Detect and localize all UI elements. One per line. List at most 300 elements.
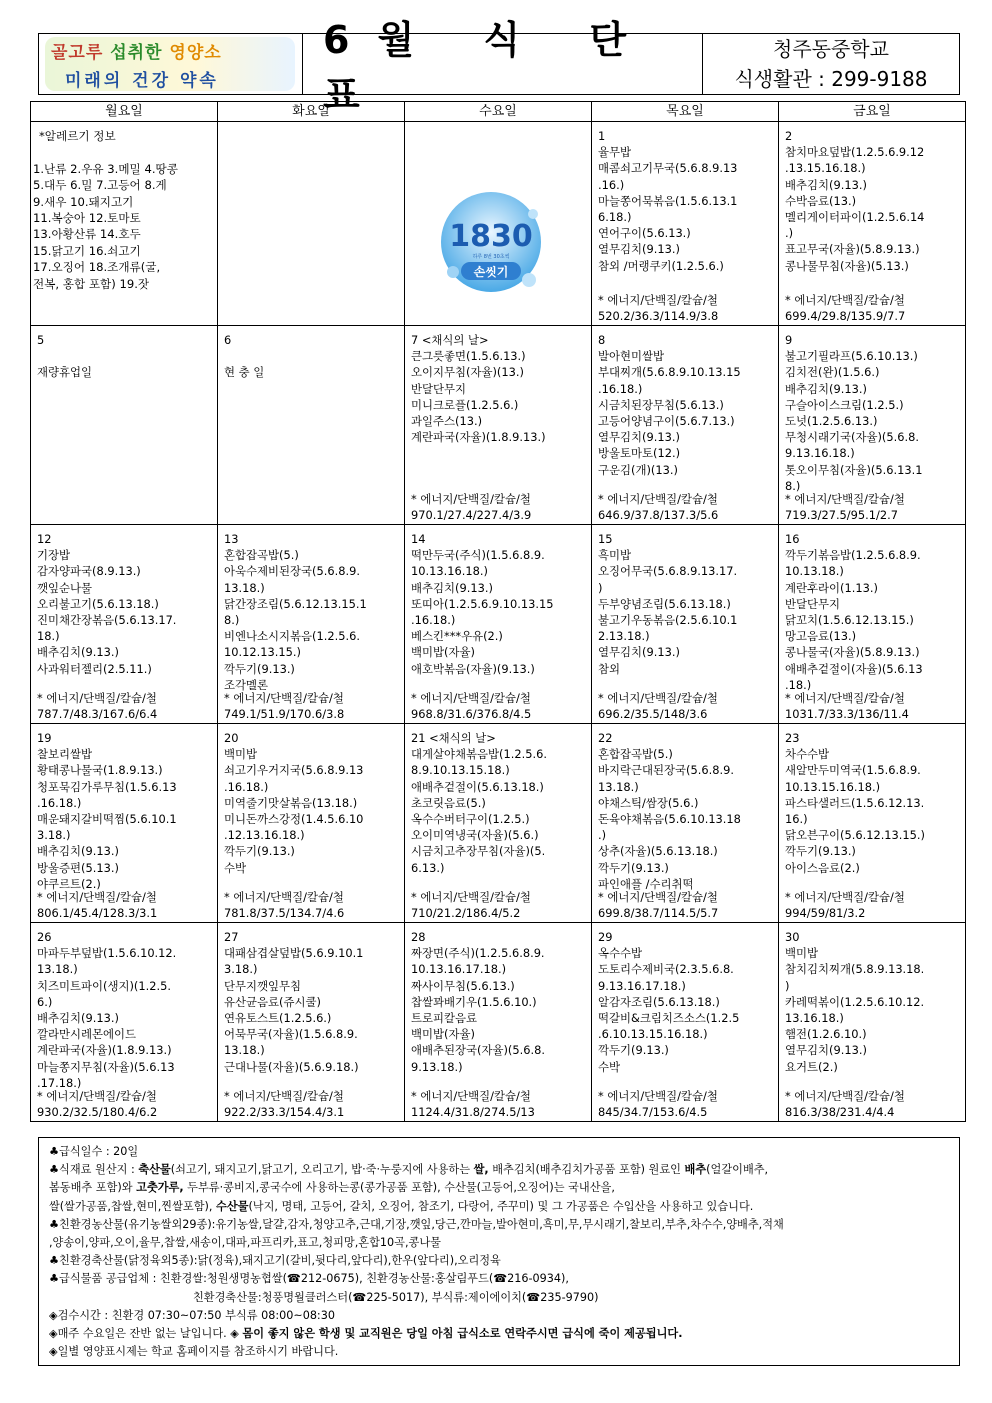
menu-item: 불고기우동볶음(2.5.6.10.1 xyxy=(598,613,738,628)
menu-item: 단무지깻잎무침 xyxy=(224,978,302,993)
menu-item: 16.) xyxy=(785,812,808,827)
menu-table xyxy=(30,101,966,1122)
menu-item: 톳오이무침(자율)(5.6.13.1 xyxy=(785,462,923,477)
day-header: 월요일 xyxy=(31,102,218,122)
menu-item: 시금치된장무침(5.6.13.) xyxy=(598,397,724,412)
menu-item: 10.13.16.18.) xyxy=(411,564,488,579)
menu-item: 열무김치(9.13.) xyxy=(785,1043,867,1058)
menu-item: 13.18.) xyxy=(224,580,265,595)
allergy-line: 17.오징어 18.조개류(굴, xyxy=(33,260,161,275)
menu-item: .12.13.16.18.) xyxy=(224,828,305,843)
day-date: 5 xyxy=(37,333,45,347)
badge-small: 하루 8번 30초씩 xyxy=(472,254,510,260)
day-cell xyxy=(592,923,779,1122)
menu-item: 짜사이무침(5.6.13.) xyxy=(411,978,515,993)
notes-supplier: ♣급식물품 공급업체 : 친환경쌀:청원생명농협쌀(☎212-0675), 친환경농산물:홍살림푸드(☎216-0934), xyxy=(49,1272,569,1286)
week-row xyxy=(31,525,966,724)
menu-item: 참외 /머랭쿠키(1.2.5.6.) xyxy=(598,258,724,273)
nutrition-label: * 에너지/단백질/칼슘/철 xyxy=(785,492,905,506)
notes-eco: ♣친환경농산물(유기농쌀외29종):유기농쌀,달걀,감자,청양고추,근대,기장,깻잎,당근,깐마늘,발아현미,흑미,무,무시래기,찰보리,부추,차수수,양배추,적채 xyxy=(49,1217,784,1231)
page-title: 6월 식 단 표 xyxy=(303,34,703,94)
day-date: 9 xyxy=(785,333,793,347)
menu-item: 매콤쇠고기무국(5.6.8.9.13 xyxy=(598,161,738,176)
menu-item: 파스타샐러드(1.5.6.12.13. xyxy=(785,795,925,810)
menu-item: 떡만두국(주식)(1.5.6.8.9. xyxy=(411,548,545,563)
menu-item: 야채스틱/쌈장(5.6.) xyxy=(598,795,699,810)
menu-item: 9.13.16.17.18.) xyxy=(598,978,686,993)
menu-item: 돈육야채볶음(5.6.10.13.18 xyxy=(598,812,741,827)
nutrition-values: 520.2/36.3/114.9/3.8 xyxy=(598,309,719,323)
menu-item: 차수수밥 xyxy=(785,747,830,762)
menu-item: 깍두기(9.13.) xyxy=(785,844,856,859)
nutrition-info xyxy=(598,889,776,921)
menu-item: 애호박볶음(자율)(9.13.) xyxy=(411,661,535,676)
menu-item: 망고음료(13.) xyxy=(785,629,857,644)
menu-item: 혼합잡곡밥(5.) xyxy=(224,548,299,563)
nutrition-label: * 에너지/단백질/칼슘/철 xyxy=(785,691,905,705)
nutrition-values: 719.3/27.5/95.1/2.7 xyxy=(785,508,898,522)
allergy-line: 11.복숭아 12.토마토 xyxy=(33,211,141,226)
day-date: 21 <채식의 날> xyxy=(411,731,496,745)
menu-item: .16.18.) xyxy=(37,795,82,810)
nutrition-info xyxy=(37,690,215,722)
nutrition-values: 710/21.2/186.4/5.2 xyxy=(411,906,521,920)
menu-item: 18.) xyxy=(37,629,60,644)
nutrition-label: * 에너지/단백질/칼슘/철 xyxy=(411,492,531,506)
contact-number: 식생활관 : 299-9188 xyxy=(734,67,928,91)
nutrition-label: * 에너지/단백질/칼슘/철 xyxy=(411,1089,531,1103)
day-cell xyxy=(31,326,218,525)
nutrition-label: * 에너지/단백질/칼슘/철 xyxy=(37,1089,157,1103)
menu-item: 흑미밥 xyxy=(598,548,632,563)
menu-item: 배추김치(9.13.) xyxy=(785,177,867,192)
menu-item: 대게살야채볶음밥(1.2.5.6. xyxy=(411,747,547,762)
menu-item xyxy=(224,348,400,364)
notes-origin: 쌀(쌀가공품,찹쌀,현미,찐쌀포함), 수산물(낙지, 명태, 고등어, 갈치, 오징어, 참조기, 다랑어, 주꾸미) 및 그 가공품은 수입산을 사용하고 있습니다. xyxy=(49,1199,754,1213)
menu-item: 10.13.16.17.18.) xyxy=(411,962,507,977)
menu-item xyxy=(37,348,213,364)
day-cell xyxy=(31,923,218,1122)
menu-item: 13.18.) xyxy=(224,1043,265,1058)
menu-item: 미역줄기맛살볶음(13.18.) xyxy=(224,795,358,810)
menu-item: 근대나물(자율)(5.6.9.18.) xyxy=(224,1059,359,1074)
day-date: 29 xyxy=(598,930,613,944)
menu-item: 반달단무지 xyxy=(411,381,467,396)
menu-item: 애배추된장국(자율)(5.6.8. xyxy=(411,1043,545,1058)
day-header-row xyxy=(31,102,966,122)
day-cell xyxy=(592,724,779,923)
menu-item: 콩나물무침(자율)(5.13.) xyxy=(785,258,909,273)
day-cell xyxy=(592,525,779,724)
day-cell xyxy=(405,326,592,525)
menu-item: 깍두기(9.13.) xyxy=(224,844,295,859)
menu-item: 오징어무국(5.6.8.9.13.17. xyxy=(598,564,738,579)
allergy-line: 전복, 홍합 포함) 19.잣 xyxy=(33,276,150,291)
day-cell xyxy=(218,122,405,326)
nutrition-label: * 에너지/단백질/칼슘/철 xyxy=(411,691,531,705)
menu-item: 요거트(2.) xyxy=(785,1059,838,1074)
menu-item: 햄전(1.2.6.10.) xyxy=(785,1027,867,1042)
menu-item: 백미밥(자율) xyxy=(411,1027,475,1042)
day-cell xyxy=(218,724,405,923)
nutrition-label: * 에너지/단백질/칼슘/철 xyxy=(785,890,905,904)
nutrition-info xyxy=(785,292,963,324)
badge-caption: 손씻기 xyxy=(473,265,509,279)
menu-item: 2.13.18.) xyxy=(598,629,650,644)
nutrition-values: 696.2/35.5/148/3.6 xyxy=(598,707,708,721)
day-cell xyxy=(31,724,218,923)
menu-item: 오리불고기(5.6.13.18.) xyxy=(37,596,159,611)
menu-item: 미니크로플(1.2.5.6.) xyxy=(411,397,519,412)
menu-item: 재량휴업일 xyxy=(37,365,93,380)
day-date: 8 xyxy=(598,333,606,347)
menu-item: 마늘쫑어묵볶음(1.5.6.13.1 xyxy=(598,193,738,208)
menu-item: 배추김치(9.13.) xyxy=(37,1011,119,1026)
nutrition-label: * 에너지/단백질/칼슘/철 xyxy=(224,890,344,904)
menu-item: .) xyxy=(785,226,794,241)
menu-item: 배추김치(9.13.) xyxy=(411,580,493,595)
day-date: 30 xyxy=(785,930,800,944)
menu-item: 아욱수제비된장국(5.6.8.9. xyxy=(224,564,360,579)
allergy-info xyxy=(31,122,217,325)
notes-days: ♣급식일수 : 20일 xyxy=(49,1145,139,1158)
nutrition-info xyxy=(37,889,215,921)
allergy-line: 9.새우 10.돼지고기 xyxy=(33,194,134,209)
notes-inspection: ◈검수시간 : 친환경 07:30~07:50 부식류 08:00~08:30 xyxy=(49,1308,335,1322)
menu-item: 대패삼겹살덮밥(5.6.9.10.1 xyxy=(224,946,364,961)
menu-item: 8.) xyxy=(224,613,240,628)
day-header: 수요일 xyxy=(405,102,592,122)
nutrition-info xyxy=(785,690,963,722)
menu-item: 알감자조림(5.6.13.18.) xyxy=(598,994,720,1009)
menu-item: .17.18.) xyxy=(37,1075,82,1090)
menu-item: 두부양념조림(5.6.13.18.) xyxy=(598,596,731,611)
day-cell xyxy=(405,724,592,923)
menu-item: 9.13.16.18.) xyxy=(785,446,855,461)
nutrition-label: * 에너지/단백질/칼슘/철 xyxy=(37,890,157,904)
menu-item: 마늘쫑지무침(자율)(5.6.13 xyxy=(37,1059,175,1074)
menu-item: .16.18.) xyxy=(224,779,269,794)
menu-item: 상추(자율)(5.6.13.18.) xyxy=(598,844,718,859)
nutrition-info xyxy=(411,690,589,722)
week-row xyxy=(31,326,966,525)
nutrition-values: 1031.7/33.3/136/11.4 xyxy=(785,707,909,721)
menu-item: 10.13.18.) xyxy=(785,564,844,579)
menu-item: 깍두기볶음밥(1.2.5.6.8.9. xyxy=(785,548,921,563)
menu-item: 깍두기(9.13.) xyxy=(598,860,669,875)
menu-item: 김치전(완)(1.5.6.) xyxy=(785,365,880,380)
notes-origin: 봄동배추 포함)와 고춧가루, 두부류·콩비지,콩국수에 사용하는콩(콩가공품 포함), 수산물(고등어,오징어)는 국내산을, xyxy=(49,1181,615,1195)
nutrition-info xyxy=(411,1088,589,1120)
menu-item: 배추김치(9.13.) xyxy=(37,645,119,660)
day-cell xyxy=(405,525,592,724)
nutrition-label: * 에너지/단백질/칼슘/철 xyxy=(785,293,905,307)
nutrition-info xyxy=(785,491,963,523)
nutrition-info xyxy=(598,292,776,324)
menu-item: 옥수수밥 xyxy=(598,946,643,961)
menu-item: 야쿠르트(2.) xyxy=(37,876,101,891)
day-date: 26 xyxy=(37,930,52,944)
menu-item: 깍두기(9.13.) xyxy=(224,661,295,676)
menu-item: 구슬아이스크림(1.2.5.) xyxy=(785,397,904,412)
menu-item: 어묵무국(자율)(1.5.6.8.9. xyxy=(224,1027,358,1042)
menu-item: 쇠고기우거지국(5.6.8.9.13 xyxy=(224,763,364,778)
menu-item: 표고무국(자율)(5.8.9.13.) xyxy=(785,242,920,257)
nutrition-info xyxy=(224,690,402,722)
menu-item: 멜리게이터파이(1.2.5.6.14 xyxy=(785,210,925,225)
nutrition-info xyxy=(598,491,776,523)
week-row xyxy=(31,122,966,326)
day-date: 23 xyxy=(785,731,800,745)
day-cell xyxy=(779,525,966,724)
nutrition-label: * 에너지/단백질/칼슘/철 xyxy=(37,691,157,705)
menu-item: 백미밥 xyxy=(224,747,258,762)
day-date: 19 xyxy=(37,731,52,745)
menu-item: 불고기필라프(5.6.10.13.) xyxy=(785,349,918,364)
day-header: 목요일 xyxy=(592,102,779,122)
nutrition-values: 970.1/27.4/227.4/3.9 xyxy=(411,508,532,522)
allergy-line: *알레르기 정보 xyxy=(39,129,116,143)
nutrition-label: * 에너지/단백질/칼슘/철 xyxy=(411,890,531,904)
menu-item: ) xyxy=(785,978,790,993)
menu-item: 배추김치(9.13.) xyxy=(37,844,119,859)
menu-item: 닭꼬치(1.5.6.12.13.15.) xyxy=(785,613,914,628)
nutrition-values: 699.8/38.7/114.5/5.7 xyxy=(598,906,719,920)
menu-item: 오이지무침(자율)(13.) xyxy=(411,365,524,380)
menu-item: 도토리수제비국(2.3.5.6.8. xyxy=(598,962,734,977)
menu-item: 찹쌀꽈배기우(1.5.6.10.) xyxy=(411,994,537,1009)
nutrition-info xyxy=(411,889,589,921)
day-date: 14 xyxy=(411,532,426,546)
day-cell xyxy=(779,724,966,923)
day-date: 1 xyxy=(598,129,606,143)
nutrition-info xyxy=(411,491,589,523)
menu-item: 초코릿음료(5.) xyxy=(411,795,486,810)
day-date: 22 xyxy=(598,731,613,745)
menu-item: 부대찌개(5.6.8.9.10.13.15 xyxy=(598,365,741,380)
menu-item: 기장밥 xyxy=(37,548,71,563)
menu-item: 카레떡볶이(1.2.5.6.10.12. xyxy=(785,994,925,1009)
menu-item: 열무김치(9.13.) xyxy=(598,430,680,445)
day-date: 28 xyxy=(411,930,426,944)
notes-wednesday: ◈매주 수요일은 잔반 없는 날입니다. ◈ 몸이 좋지 않은 학생 및 교직원은 당일 아침 급식소로 연락주시면 급식에 죽이 제공됩니다. xyxy=(49,1327,683,1341)
menu-item: 닭간장조림(5.6.12.13.15.1 xyxy=(224,596,367,611)
menu-item: 발아현미쌀밥 xyxy=(598,349,665,364)
day-cell xyxy=(218,525,405,724)
menu-item: 아이스음료(2.) xyxy=(785,860,860,875)
menu-item: 10.12.13.15.) xyxy=(224,645,301,660)
allergy-line: 5.대두 6.밀 7.고등어 8.게 xyxy=(33,178,167,193)
menu-item: 파인애플 /수리취떡 xyxy=(598,876,694,891)
menu-item: 콩나물국(자율)(5.8.9.13.) xyxy=(785,645,920,660)
day-date: 12 xyxy=(37,532,52,546)
menu-item: .) xyxy=(598,828,607,843)
nutrition-label: * 에너지/단백질/칼슘/철 xyxy=(224,691,344,705)
menu-item: 과일주스(13.) xyxy=(411,414,483,429)
logo-line-1: 골고루 섭취한 영양소 xyxy=(51,43,222,63)
day-date: 27 xyxy=(224,930,239,944)
menu-item: 닭오븐구이(5.6.12.13.15.) xyxy=(785,828,925,843)
menu-item: 열무김치(9.13.) xyxy=(598,242,680,257)
week-row xyxy=(31,923,966,1122)
nutrition-values: 781.8/37.5/134.7/4.6 xyxy=(224,906,345,920)
nutrition-label: * 에너지/단백질/칼슘/철 xyxy=(224,1089,344,1103)
menu-item: .16.) xyxy=(598,177,625,192)
menu-item: .16.18.) xyxy=(411,613,456,628)
day-cell xyxy=(218,326,405,525)
menu-item: 짜장면(주식)(1.2.5.6.8.9. xyxy=(411,946,545,961)
menu-item: .16.18.) xyxy=(598,381,643,396)
day-cell xyxy=(592,326,779,525)
notes-supplier: 친환경축산물:청풍명월클러스터(☎225-5017), 부식류:제이에이치(☎235-9790) xyxy=(193,1290,599,1304)
menu-item: 찰보리쌀밥 xyxy=(37,747,93,762)
nutrition-values: 699.4/29.8/135.9/7.7 xyxy=(785,309,906,323)
menu-item: 옥수수버터구이(1.2.5.) xyxy=(411,812,530,827)
menu-item: 조각멜론 xyxy=(224,677,269,692)
menu-item: 비엔나소시지볶음(1.2.5.6. xyxy=(224,629,360,644)
menu-item: 애배추겉절이(자율)(5.6.13 xyxy=(785,661,923,676)
menu-item: 8.) xyxy=(785,478,801,493)
day-date: 7 <채식의 날> xyxy=(411,333,489,347)
nutrition-values: 930.2/32.5/180.4/6.2 xyxy=(37,1105,158,1119)
menu-item: 구운김(개)(13.) xyxy=(598,462,678,477)
menu-item: 떡갈비&크림치즈소스(1.2.5 xyxy=(598,1011,740,1026)
menu-item: 깻잎순나물 xyxy=(37,580,93,595)
menu-item: 유산균음료(쥬시쿨) xyxy=(224,994,321,1009)
menu-item: 율무밥 xyxy=(598,145,632,160)
nutrition-values: 845/34.7/153.6/4.5 xyxy=(598,1105,708,1119)
nutrition-values: 646.9/37.8/137.3/5.6 xyxy=(598,508,719,522)
menu-item: 8.9.10.13.15.18.) xyxy=(411,763,510,778)
menu-item: 깍두기(9.13.) xyxy=(598,1043,669,1058)
menu-item: 감자양파국(8.9.13.) xyxy=(37,564,141,579)
menu-item: 배추김치(9.13.) xyxy=(785,381,867,396)
menu-item: ) xyxy=(598,580,603,595)
menu-item: 방울토마토(12.) xyxy=(598,446,681,461)
school-name: 청주동중학교 xyxy=(773,37,889,61)
menu-item: 연어구이(5.6.13.) xyxy=(598,226,691,241)
day-cell xyxy=(592,122,779,326)
day-date: 15 xyxy=(598,532,613,546)
menu-item: .13.15.16.18.) xyxy=(785,161,866,176)
nutrition-values: 816.3/38/231.4/4.4 xyxy=(785,1105,895,1119)
menu-item: 바지락근대된장국(5.6.8.9. xyxy=(598,763,734,778)
menu-item: 황태콩나물국(1.8.9.13.) xyxy=(37,763,163,778)
menu-item: 연유토스트(1.2.5.6.) xyxy=(224,1011,332,1026)
menu-item: 10.13.15.16.18.) xyxy=(785,779,881,794)
allergy-line: 1.난류 2.우유 3.메밀 4.땅콩 xyxy=(33,161,178,176)
menu-item: 백미밥 xyxy=(785,946,819,961)
menu-item: 큰그릇좋면(1.5.6.13.) xyxy=(411,349,526,364)
handwash-badge xyxy=(431,184,551,304)
nutrition-label: * 에너지/단백질/칼슘/철 xyxy=(785,1089,905,1103)
menu-item: 반달단무지 xyxy=(785,596,841,611)
logo-line-2: 미래의 건강 약속 xyxy=(65,71,219,91)
day-date: 20 xyxy=(224,731,239,745)
menu-item: 마파두부덮밥(1.5.6.10.12. xyxy=(37,946,177,961)
menu-item: 청포묵김가루무침(1.5.6.13 xyxy=(37,779,177,794)
menu-item: 계란후라이(1.13.) xyxy=(785,580,878,595)
nutrition-values: 968.8/31.6/376.8/4.5 xyxy=(411,707,532,721)
menu-item: 도넛(1.2.5.6.13.) xyxy=(785,414,878,429)
menu-item: 트로피칼음료 xyxy=(411,1011,478,1026)
nutrition-values: 1124.4/31.8/274.5/13 xyxy=(411,1105,535,1119)
menu-item: 수박 xyxy=(224,860,247,875)
menu-item: 백미밥(자율) xyxy=(411,645,475,660)
allergy-line: 15.닭고기 16.쇠고기 xyxy=(33,243,141,258)
notes-eco-livestock: ♣친환경축산물(닭정육외5종):닭(정육),돼지고기(갈비,뒷다리,앞다리),한우(앞다리),오리정육 xyxy=(49,1254,501,1268)
allergy-line: 13.아황산류 14.호두 xyxy=(33,227,141,242)
nutrition-label: * 에너지/단백질/칼슘/철 xyxy=(598,492,718,506)
day-header: 화요일 xyxy=(218,102,405,122)
menu-item: 계란파국(자율)(1.8.9.13.) xyxy=(37,1043,172,1058)
menu-item: 9.13.18.) xyxy=(411,1059,463,1074)
nutrition-info xyxy=(37,1088,215,1120)
menu-item: 6.13.) xyxy=(411,860,445,875)
menu-item: 방울증편(5.13.) xyxy=(37,860,119,875)
day-cell xyxy=(779,122,966,326)
menu-item: 참치마요덮밥(1.2.5.6.9.12 xyxy=(785,145,925,160)
nutrition-values: 787.7/48.3/167.6/6.4 xyxy=(37,707,158,721)
menu-item: 계란파국(자율)(1.8.9.13.) xyxy=(411,430,546,445)
menu-item: 13.18.) xyxy=(598,779,639,794)
nutrition-values: 922.2/33.3/154.4/3.1 xyxy=(224,1105,345,1119)
notes-nutrition: ◈일별 영양표시제는 학교 홈페이지를 참조하시기 바랍니다. xyxy=(49,1345,339,1359)
nutrition-info xyxy=(224,1088,402,1120)
menu-item: 3.18.) xyxy=(37,828,71,843)
menu-item: 참외 xyxy=(598,661,621,676)
nutrition-info xyxy=(224,889,402,921)
menu-item: 오이미역냉국(자율)(5.6.) xyxy=(411,828,539,843)
nutrition-label: * 에너지/단백질/칼슘/철 xyxy=(598,293,718,307)
menu-item: 6.18.) xyxy=(598,210,632,225)
menu-item: 수박 xyxy=(598,1059,621,1074)
week-row xyxy=(31,724,966,923)
nutrition-values: 749.1/51.9/170.6/3.8 xyxy=(224,707,345,721)
menu-item: 고등어양념구이(5.6.7.13.) xyxy=(598,414,735,429)
menu-item: 미니돈까스강정(1.4.5.6.10 xyxy=(224,812,364,827)
nutrition-label: * 에너지/단백질/칼슘/철 xyxy=(598,1089,718,1103)
notes-origin: ♣식재료 원산지 : 축산물(쇠고기, 돼지고기,닭고기, 오리고기, 밥·죽·누룽지에 사용하는 쌀, 배추김치(배추김치가공품 포함) 원료인 배추(얼갈이배추, xyxy=(49,1163,769,1177)
day-date: 6 xyxy=(224,333,232,347)
menu-item: 수박음료(13.) xyxy=(785,193,857,208)
notes-eco: ,양송이,양파,오이,율무,찹쌀,새송이,대파,파프리카,표고,청피망,혼합10곡,콩나물 xyxy=(49,1236,441,1250)
allergy-line xyxy=(33,144,213,160)
day-date: 13 xyxy=(224,532,239,546)
menu-item: 3.18.) xyxy=(224,962,258,977)
notes-box xyxy=(38,1137,960,1366)
day-cell xyxy=(31,525,218,724)
menu-item: 치즈미트파이(생지)(1.2.5. xyxy=(37,978,171,993)
nutrition-values: 806.1/45.4/128.3/3.1 xyxy=(37,906,158,920)
menu-item: 참치김치찌개(5.8.9.13.18. xyxy=(785,962,925,977)
day-cell xyxy=(31,122,218,326)
day-cell xyxy=(218,923,405,1122)
menu-item: 매운돼지갈비떡찜(5.6.10.1 xyxy=(37,812,177,827)
menu-item: 베스킨***우유(2.) xyxy=(411,629,503,644)
day-date: 16 xyxy=(785,532,800,546)
day-cell xyxy=(779,326,966,525)
menu-item: 13.16.18.) xyxy=(785,1011,844,1026)
nutrition-info xyxy=(598,690,776,722)
menu-item: 열무김치(9.13.) xyxy=(598,645,680,660)
nutrition-values: 994/59/81/3.2 xyxy=(785,906,866,920)
nutrition-label: * 에너지/단백질/칼슘/철 xyxy=(598,890,718,904)
menu-item: 진미채간장볶음(5.6.13.17. xyxy=(37,613,177,628)
menu-item: 혼합잡곡밥(5.) xyxy=(598,747,673,762)
menu-item: 13.18.) xyxy=(37,962,78,977)
day-date: 2 xyxy=(785,129,793,143)
